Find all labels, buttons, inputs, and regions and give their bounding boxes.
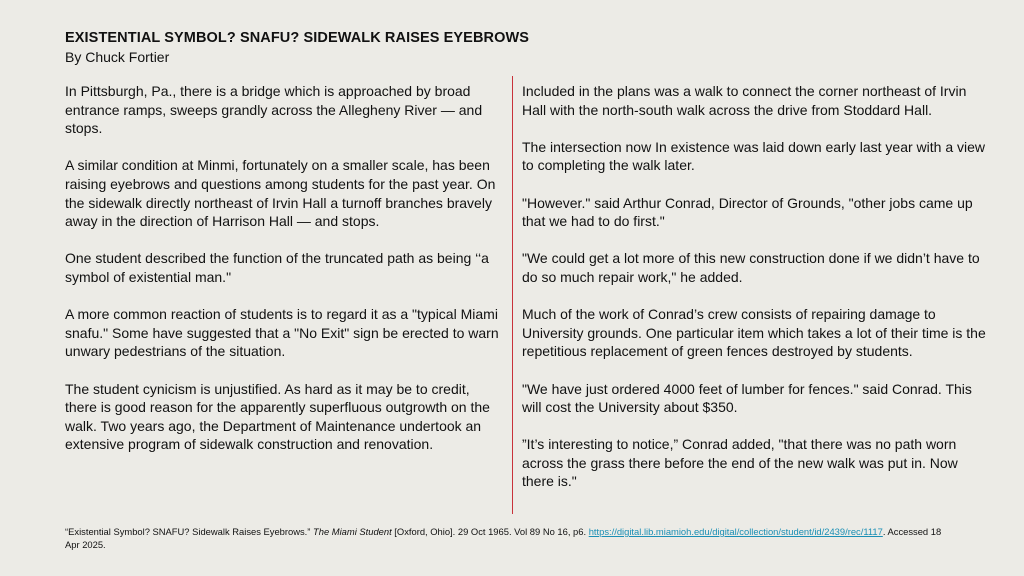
left-column (65, 82, 505, 472)
paragraph: Included in the plans was a walk to connect the corner northeast of Irvin Hall with the north-south walk across the drive from Stoddard Hall. (522, 83, 967, 118)
paragraph: "We could get a lot more of this new construction done if we didn’t have to do so much repair work," he added. (522, 250, 980, 285)
paragraph: Much of the work of Conrad’s crew consists of repairing damage to University grounds. One particular item which takes a lot of their time is the repetitious replacement of green fences destroyed by students. (522, 306, 986, 360)
column-divider (512, 76, 513, 514)
paragraph: In Pittsburgh, Pa., there is a bridge which is approached by broad entrance ramps, sweeps grandly across the Allegheny River — and stops. (65, 83, 483, 137)
paragraph: The intersection now In existence was laid down early last year with a view to completing the walk later. (522, 138, 985, 174)
citation-accessed: . Accessed 18 Apr 2025. (65, 526, 942, 550)
citation (65, 525, 945, 551)
citation-link[interactable]: https://digital.lib.miamioh.edu/digital/collection/student/id/2439/rec/1117 (588, 526, 883, 537)
paragraph: A similar condition at Minmi, fortunately on a smaller scale, has been raising eyebrows and questions among students for the past year. On the sidewalk directly northeast of Irvin Hall a turnoff branches bravely away in the direction of Harrison Hall — and stops. (65, 157, 496, 230)
paragraph: A more common reaction of students is to regard it as a "typical Miami snafu." Some have suggested that a "No Exit" sign be erected to warn unwary pedestrians of the situation. (65, 306, 499, 360)
paragraph: "We have just ordered 4000 feet of lumber for fences." said Conrad. This will cost the University about $350. (522, 380, 972, 416)
paragraph: The student cynicism is unjustified. As hard as it may be to credit, there is good reason for the apparently superfluous outgrowth on the walk. Two years ago, the Department of Maintenance undertook an extensive program of sidewalk construction and renovation. (65, 380, 490, 453)
paragraph: ”It’s interesting to notice,” Conrad added, "that there was no path worn across the grass there before the end of the new walk was put in. Now there is." (522, 436, 958, 490)
citation-prefix: “Existential Symbol? SNAFU? Sidewalk Raises Eyebrows.” (65, 526, 314, 537)
paragraph: "However." said Arthur Conrad, Director of Grounds, "other jobs came up that we had to do first." (522, 194, 973, 230)
paragraph: One student described the function of the truncated path as being ‘‘a symbol of existential man." (65, 250, 489, 285)
right-column (522, 82, 992, 510)
article-title: EXISTENTIAL SYMBOL? SNAFU? SIDEWALK RAISES EYEBROWS (65, 30, 530, 46)
citation-details: [Oxford, Ohio]. 29 Oct 1965. Vol 89 No 16, p6. (391, 526, 589, 537)
article-byline: By Chuck Fortier (65, 49, 170, 65)
citation-journal: The Miami Student (313, 526, 392, 537)
